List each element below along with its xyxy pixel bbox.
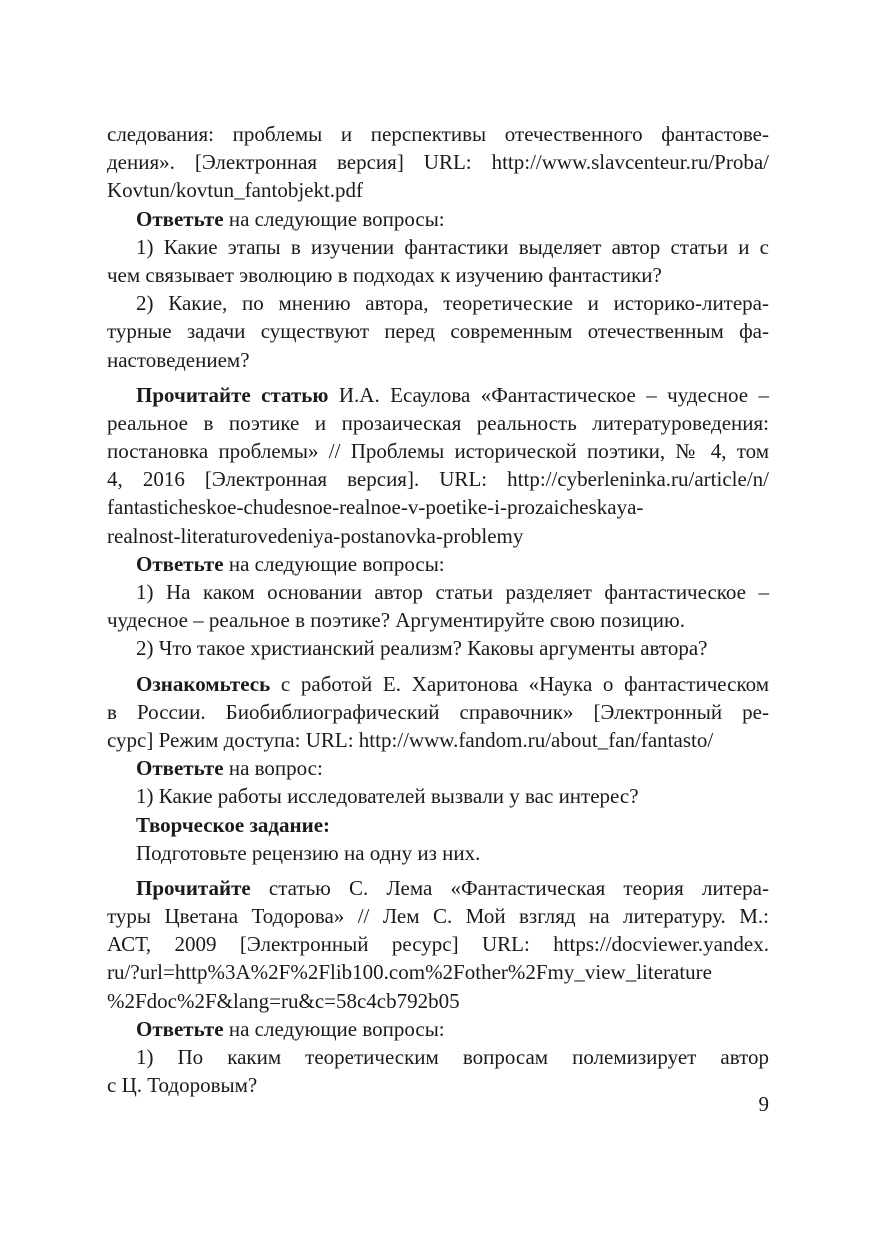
line-text: 2) Что такое христианский реализм? Каковы аргументы автора? [136, 636, 708, 661]
paragraph [107, 670, 769, 755]
bold-lead: Прочитайте статью [136, 382, 329, 407]
text-line [107, 839, 769, 867]
line-text: %2Fdoc%2F&lang=ru&c=58c4cb792b05 [107, 988, 460, 1013]
bold-lead: Ответьте [136, 1016, 224, 1041]
line-text: на следующие вопросы: [223, 206, 445, 231]
text-line [107, 782, 769, 810]
paragraph [107, 381, 769, 550]
text-line [107, 550, 769, 578]
text-line [107, 1071, 769, 1099]
text-line [107, 176, 769, 204]
line-text: постановка проблемы» // Проблемы исторической поэтики, № 4, том [107, 439, 769, 464]
paragraph [107, 1043, 769, 1099]
line-text: реальное в поэтике и прозаическая реальность литературоведения: [107, 410, 769, 435]
line-text: в России. Биобиблиографический справочник» [Электронный ре- [107, 699, 769, 724]
paragraph [107, 1015, 769, 1043]
line-text: дения». [Электронная версия] URL: http://www.slavcenteur.ru/Proba/ [107, 150, 769, 175]
line-text: И.А. Есаулова «Фантастическое – чудесное – [328, 382, 769, 407]
text-line [107, 902, 769, 930]
text-line [107, 726, 769, 754]
line-text: с Ц. Тодоровым? [107, 1073, 258, 1098]
line-text: на следующие вопросы: [223, 551, 445, 576]
line-text: fantasticheskoe-chudesnoe-realnoe-v-poetike-i-prozaicheskaya- [107, 495, 644, 520]
line-text: на вопрос: [223, 756, 323, 781]
text-line [107, 437, 769, 465]
paragraph [107, 550, 769, 578]
page-number: 9 [758, 1092, 769, 1116]
line-text: чем связывает эволюцию в подходах к изучению фантастики? [107, 262, 662, 287]
line-text: Подготовьте рецензию на одну из них. [136, 840, 481, 865]
text-line [107, 606, 769, 634]
text-line [107, 317, 769, 345]
text-line [107, 811, 769, 839]
text-line [107, 289, 769, 317]
paragraph [107, 811, 769, 839]
paragraph [107, 839, 769, 867]
line-text: настоведением? [107, 347, 250, 372]
text-line [107, 409, 769, 437]
text-line [107, 120, 769, 148]
line-text: следования: проблемы и перспективы отечественного фантастове- [107, 122, 769, 146]
line-text: ru/?url=http%3A%2F%2Flib100.com%2Fother%2Fmy_view_literature [107, 960, 713, 985]
line-text: туры Цветана Тодорова» // Лем С. Мой взгляд на литературу. М.: [107, 904, 769, 929]
paragraph [107, 120, 769, 205]
line-text: сурс] Режим доступа: URL: http://www.fandom.ru/about_fan/fantasto/ [107, 727, 714, 752]
line-text: 1) На каком основании автор статьи разделяет фантастическое – [136, 580, 769, 604]
line-text: на следующие вопросы: [223, 1016, 445, 1041]
text-line [107, 578, 769, 606]
bold-lead: Ответьте [136, 206, 224, 231]
line-text: статью С. Лема «Фантастическая теория литера- [250, 875, 769, 900]
line-text: 1) Какие этапы в изучении фантастики выделяет автор статьи и с [136, 234, 769, 259]
text-line [107, 261, 769, 289]
text-line [107, 522, 769, 550]
bold-lead: Ознакомьтесь [136, 671, 271, 696]
text-line [107, 381, 769, 409]
paragraph [107, 634, 769, 662]
bold-lead: Прочитайте [136, 875, 251, 900]
page-body [107, 120, 769, 1099]
text-line [107, 233, 769, 261]
line-text: АСТ, 2009 [Электронный ресурс] URL: https://docviewer.yandex. [107, 932, 769, 957]
text-line [107, 930, 769, 958]
text-line [107, 874, 769, 902]
text-line [107, 1015, 769, 1043]
line-text: 1) По каким теоретическим вопросам полемизирует автор [136, 1045, 769, 1069]
line-text: realnost-literaturovedeniya-postanovka-problemy [107, 523, 524, 548]
line-text: чудесное – реальное в поэтике? Аргументируйте свою позицию. [107, 608, 685, 633]
bold-lead: Творческое задание: [136, 812, 331, 837]
text-line [107, 346, 769, 374]
text-line [107, 958, 769, 986]
line-text: 4, 2016 [Электронная версия]. URL: http://cyberleninka.ru/article/n/ [107, 467, 769, 492]
line-text: с работой Е. Харитонова «Наука о фантастическом [270, 671, 769, 696]
text-line [107, 634, 769, 662]
paragraph [107, 289, 769, 374]
text-line [107, 1043, 769, 1071]
text-line [107, 493, 769, 521]
line-text: 1) Какие работы исследователей вызвали у вас интерес? [136, 784, 639, 809]
paragraph [107, 233, 769, 289]
text-line [107, 148, 769, 176]
paragraph [107, 874, 769, 1015]
paragraph [107, 578, 769, 634]
text-line [107, 754, 769, 782]
paragraph [107, 782, 769, 810]
text-line [107, 465, 769, 493]
paragraph [107, 205, 769, 233]
text-line [107, 698, 769, 726]
line-text: турные задачи существуют перед современным отечественным фа- [107, 319, 769, 344]
bold-lead: Ответьте [136, 756, 224, 781]
text-line [107, 670, 769, 698]
line-text: 2) Какие, по мнению автора, теоретические и историко-литера- [136, 291, 769, 316]
paragraph [107, 754, 769, 782]
text-line [107, 205, 769, 233]
line-text: Kovtun/kovtun_fantobjekt.pdf [107, 178, 364, 203]
bold-lead: Ответьте [136, 551, 224, 576]
text-line [107, 987, 769, 1015]
